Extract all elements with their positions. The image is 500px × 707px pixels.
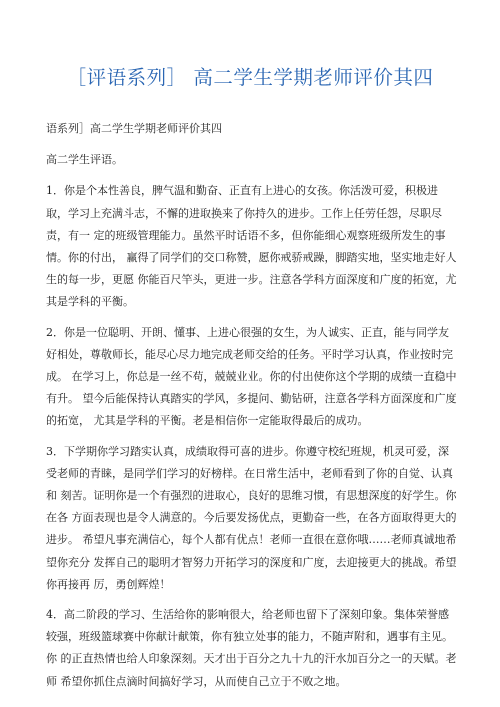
document-intro: 高二学生评语。 <box>46 153 123 167</box>
paragraph-1: 1．你是个本性善良，脾气温和勤奋、正直有上进心的女孩。你活泼可爱，积极进取，学习上充满斗志，不懈的进取换来了你持久的进步。工作上任劳任怨，尽职尽责，有一 定的班级管理能力。虽然平时话语不多，但你能细心观察班级所发生的事情。你的付出， 赢得了同学们的交口称赞，愿你戒骄戒躁，脚踏实地，坚实地走好人生的每一步，更愿 你能百尺竿头，更进一步。注意各学科方面深度和广度的拓宽，尤其是学科的平衡。 <box>46 184 457 309</box>
paragraph-2: 2．你是一位聪明、开朗、懂事、上进心很强的女生，为人诚实、正直，能与同学友 好相处，尊敬师长，能尽心尽力地完成老师交给的任务。平时学习认真，作业按时完成。 在学习上，你总是一丝不苟，兢兢业业。你的付出使你这个学期的成绩一直稳中有升。 望今后能保持认真踏实的学风，多提问、勤钻研，注意各学科方面深度和广度的拓宽， 尤其是学科的平衡。老是相信你一定能取得最后的成功。 <box>46 325 457 428</box>
document-body <box>46 118 458 693</box>
paragraph-3: 3．下学期你学习踏实认真，成绩取得可喜的进步。你遵守校纪班规，机灵可爱，深 受老师的青睐，是同学们学习的好榜样。在日常生活中，老师看到了你的自觉、认真和 刻苦。证明你是一个有强烈的进取心，良好的思维习惯，有思想深度的好学生。你在各 方面表现也是令人满意的。今后要发扬优点，更勤奋一些，在各方面取得更大的进步。 希望凡事充满信心，每个人都有优点！老师一直很在意你哦……老师真诚地希望你充分 发挥自己的聪明才智努力开拓学习的深度和广度，去迎接更大的挑战。希望你再接再 厉，勇创辉煌！ <box>46 444 457 591</box>
paragraph-4: 4．高二阶段的学习、生活给你的影响很大，给老师也留下了深刻印象。集体荣誉感 较强，班级篮球赛中你献计献策，你有独立处事的能力，不随声附和，遇事有主见。你 的正直热情也给人印象深刻。天才出于百分之九十九的汗水加百分之一的天赋。老师 希望你抓住点滴时间搞好学习，从而使自己立于不败之地。 <box>46 608 457 688</box>
document-subtitle: 语系列］高二学生学期老师评价其四 <box>46 122 222 135</box>
document-title: ［评语系列］ 高二学生学期老师评价其四 <box>66 66 434 89</box>
